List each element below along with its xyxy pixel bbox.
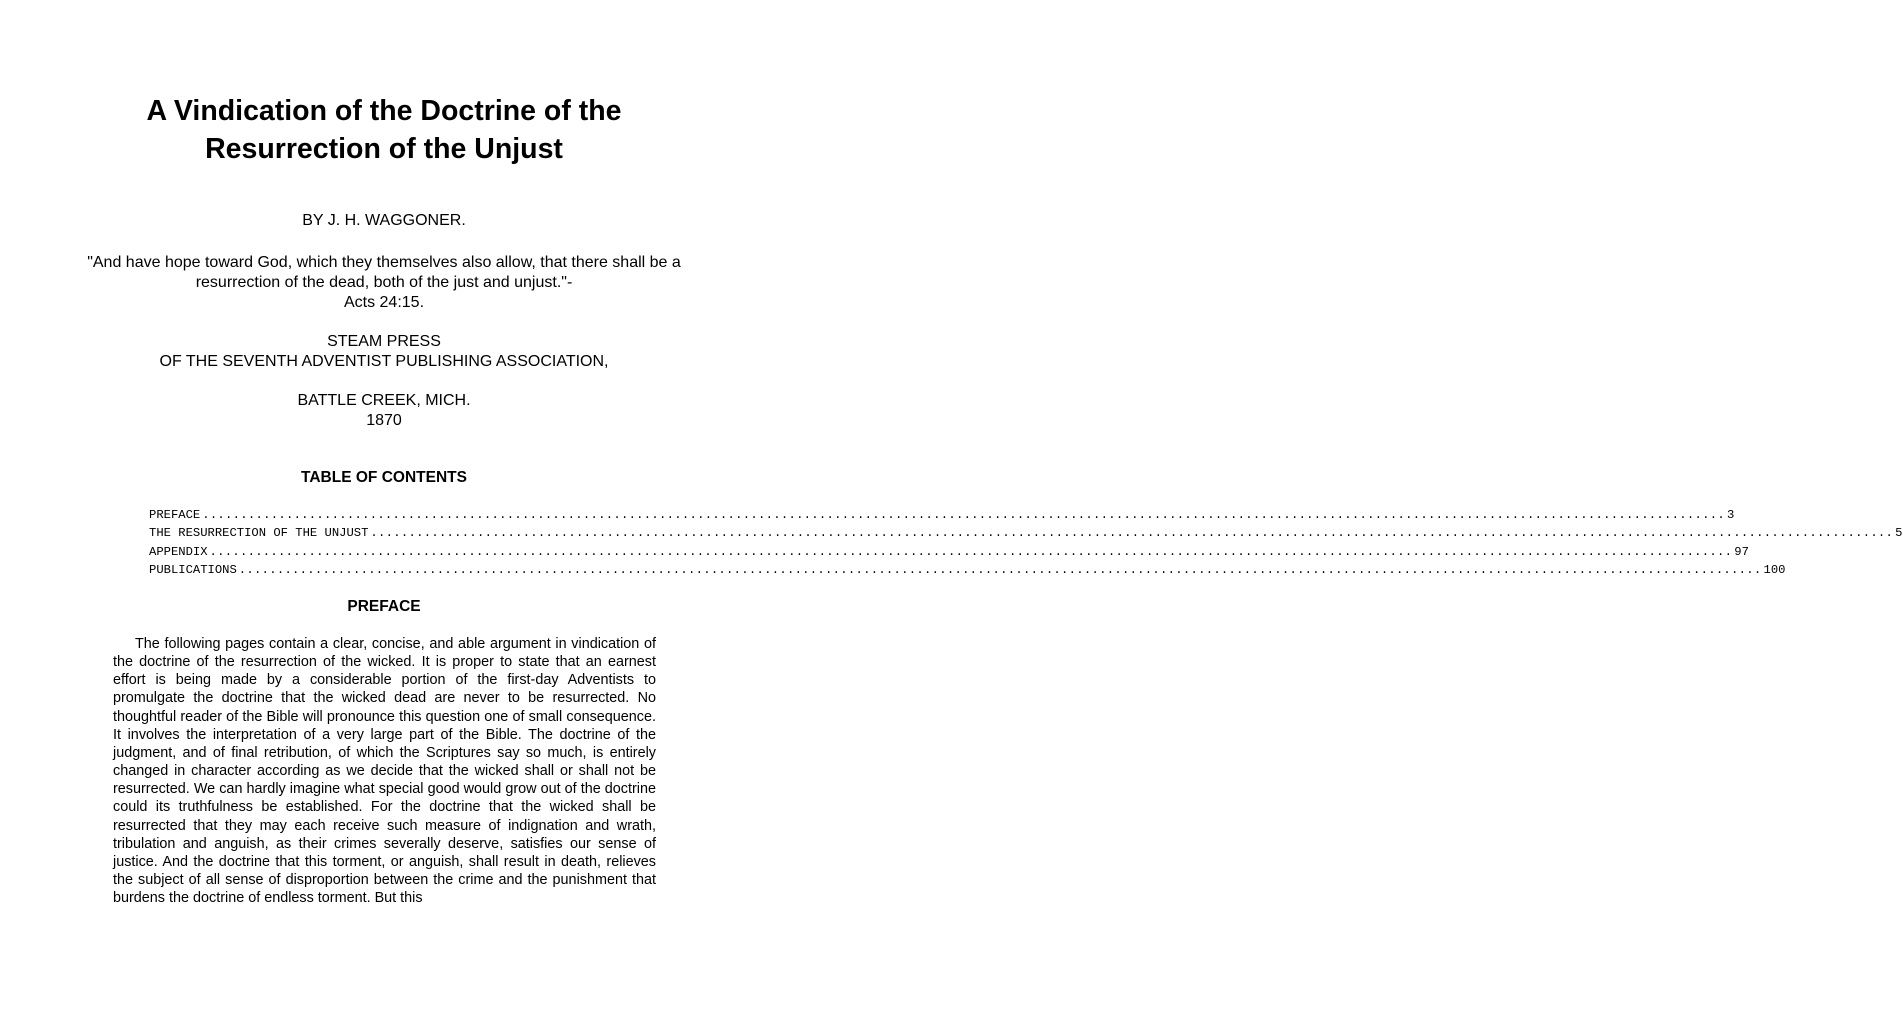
publication-city: BATTLE CREEK, MICH. (297, 392, 471, 409)
toc-leader-dots: ........................................................................................................................................................................................................ (209, 544, 1733, 559)
preface-heading: PREFACE (347, 598, 421, 615)
publication-location (84, 391, 684, 431)
toc-entry-title: APPENDIX (149, 544, 208, 559)
document-title: A Vindication of the Doctrine of the Resurrection of the Unjust (146, 95, 622, 165)
toc-entry-title: PREFACE (149, 508, 201, 522)
toc-entry-page: 97 (1734, 544, 1749, 559)
toc-leader-dots: ........................................................................................................................................................................................................ (370, 526, 1894, 541)
table-of-contents (149, 506, 1903, 580)
toc-entry-title: PUBLICATIONS (149, 563, 237, 578)
toc-entry-page: 100 (1763, 563, 1786, 578)
toc-entry[interactable] (149, 543, 1749, 561)
preface-paragraph: The following pages contain a clear, concise, and able argument in vindication of the doctrine of the resurrection of the wicked. It is proper to state that an earnest effort is being made by a considerable portion of the first-day Adventists to promulgate the doctrine that the wicked dead are never to be resurrected. No thoughtful reader of the Bible will pronounce this question one of small consequence. It involves the interpretation of a very large part of the Bible. The doctrine of the judgment, and of final retribution, of which the Scriptures say so much, is entirely changed in character according as we decide that the wicked shall or shall not be resurrected. We can hardly imagine what special good would grow out of the doctrine could its truthfulness be established. For the doctrine that the wicked shall be resurrected that they may each receive such measure of indignation and wrath, tribulation and anguish, as their crimes severally deserve, satisfies our sense of justice. And the doctrine that this torment, or anguish, shall result in death, relieves the subject of all sense of disproportion between the crime and the punishment that burdens the doctrine of endless torment. But this (113, 636, 656, 907)
publisher-line-2: OF THE SEVENTH ADVENTIST PUBLISHING ASSOCIATION, (159, 353, 609, 370)
toc-entry[interactable] (149, 524, 1903, 542)
toc-entry[interactable] (149, 506, 1735, 524)
toc-heading: TABLE OF CONTENTS (301, 469, 467, 486)
epigraph (84, 253, 684, 313)
author-byline: BY J. H. WAGGONER. (302, 212, 466, 229)
toc-entry-page: 5 (1895, 526, 1903, 541)
publisher-line-1: STEAM PRESS (327, 333, 441, 350)
toc-entry-page: 3 (1726, 508, 1735, 522)
toc-entry-title: THE RESURRECTION OF THE UNJUST (149, 526, 369, 541)
toc-leader-dots: ........................................................................................................................................................................................................ (238, 563, 1762, 578)
publisher-block (84, 332, 684, 372)
toc-entry[interactable] (149, 561, 1786, 579)
publication-year: 1870 (366, 412, 402, 429)
epigraph-citation: Acts 24:15. (343, 294, 425, 311)
toc-leader-dots: ........................................................................................................................................................................................................ (202, 508, 1725, 522)
epigraph-quote: "And have hope toward God, which they themselves also allow, that there shall be a resurrection of the dead, both of the just and unjust."- (87, 254, 681, 291)
